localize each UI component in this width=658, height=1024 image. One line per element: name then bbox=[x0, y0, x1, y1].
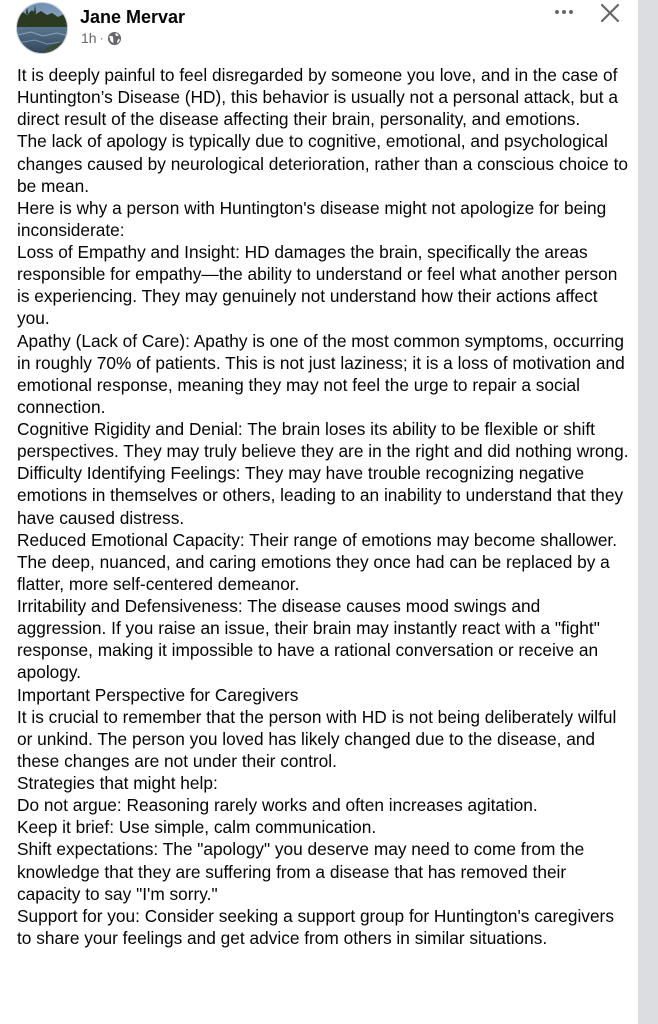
post-meta bbox=[81, 29, 122, 47]
page-background-gutter bbox=[638, 0, 658, 1024]
post-paragraph: It is crucial to remember that the person with HD is not being deliberately wilful or unkind. The person you loved has likely changed due to the disease, and these changes are not under their control. bbox=[17, 706, 617, 771]
post-paragraph: Difficulty Identifying Feelings: They may have trouble recognizing negative emotions in themselves or others, leading to an inability to understand that they have caused distress. bbox=[17, 463, 624, 528]
close-icon[interactable] bbox=[598, 1, 622, 25]
post-timestamp[interactable]: 1h bbox=[81, 30, 97, 46]
post-paragraph: Irritability and Defensiveness: The disease causes mood swings and aggression. If you raise an issue, their brain may instantly react with a "fight" response, making it impossible to have a rational conversation or receive an apology. bbox=[17, 596, 600, 683]
author-name[interactable]: Jane Mervar bbox=[80, 7, 186, 27]
post-subheading: Important Perspective for Caregivers bbox=[17, 684, 299, 705]
post-paragraph: The lack of apology is typically due to cognitive, emotional, and psychological changes caused by neurological deterioration, rather than a conscious choice to be mean. bbox=[17, 131, 628, 196]
post-paragraph: It is deeply painful to feel disregarded by someone you love, and in the case of Huntington’s Disease (HD), this behavior is usually not a personal attack, but a direct result of the disease affecting their brain, personality, and emotions. bbox=[17, 65, 618, 130]
post-paragraph: Keep it brief: Use simple, calm communication. bbox=[17, 817, 377, 838]
post-body bbox=[17, 64, 629, 949]
author-avatar[interactable] bbox=[16, 2, 68, 54]
globe-icon[interactable] bbox=[107, 31, 122, 46]
post-header bbox=[0, 0, 638, 62]
post-paragraph: Reduced Emotional Capacity: Their range of emotions may become shallower. The deep, nuanced, and caring emotions they once had can be replaced by a flatter, more self-centered demeanor. bbox=[17, 529, 618, 594]
more-horizontal-icon[interactable] bbox=[551, 2, 577, 22]
post-paragraph: Do not argue: Reasoning rarely works and often increases agitation. bbox=[17, 795, 538, 816]
post-paragraph: Here is why a person with Huntington's disease might not apologize for being inconsiderate: bbox=[17, 197, 607, 240]
post-paragraph: Support for you: Consider seeking a support group for Huntington's caregivers to share your feelings and get advice from others in similar situations. bbox=[17, 905, 614, 948]
post-paragraph: Shift expectations: The "apology" you deserve may need to come from the knowledge that they are suffering from a disease that has removed their capacity to say "I'm sorry." bbox=[17, 839, 585, 904]
avatar-image bbox=[17, 3, 68, 54]
post-paragraph: Loss of Empathy and Insight: HD damages the brain, specifically the areas responsible for empathy—the ability to understand or feel what another person is experiencing. They may genuinely not understand how their actions affect you. bbox=[17, 242, 618, 329]
meta-separator: · bbox=[99, 31, 104, 45]
post-paragraph: Cognitive Rigidity and Denial: The brain loses its ability to be flexible or shift perspectives. They may truly believe they are in the right and did nothing wrong. bbox=[17, 419, 629, 462]
post-paragraph: Apathy (Lack of Care): Apathy is one of the most common symptoms, occurring in roughly 70% of patients. This is not just laziness; it is a loss of motivation and emotional response, meaning they may not feel the urge to repair a social connection. bbox=[17, 330, 625, 417]
post-subheading: Strategies that might help: bbox=[17, 773, 218, 793]
